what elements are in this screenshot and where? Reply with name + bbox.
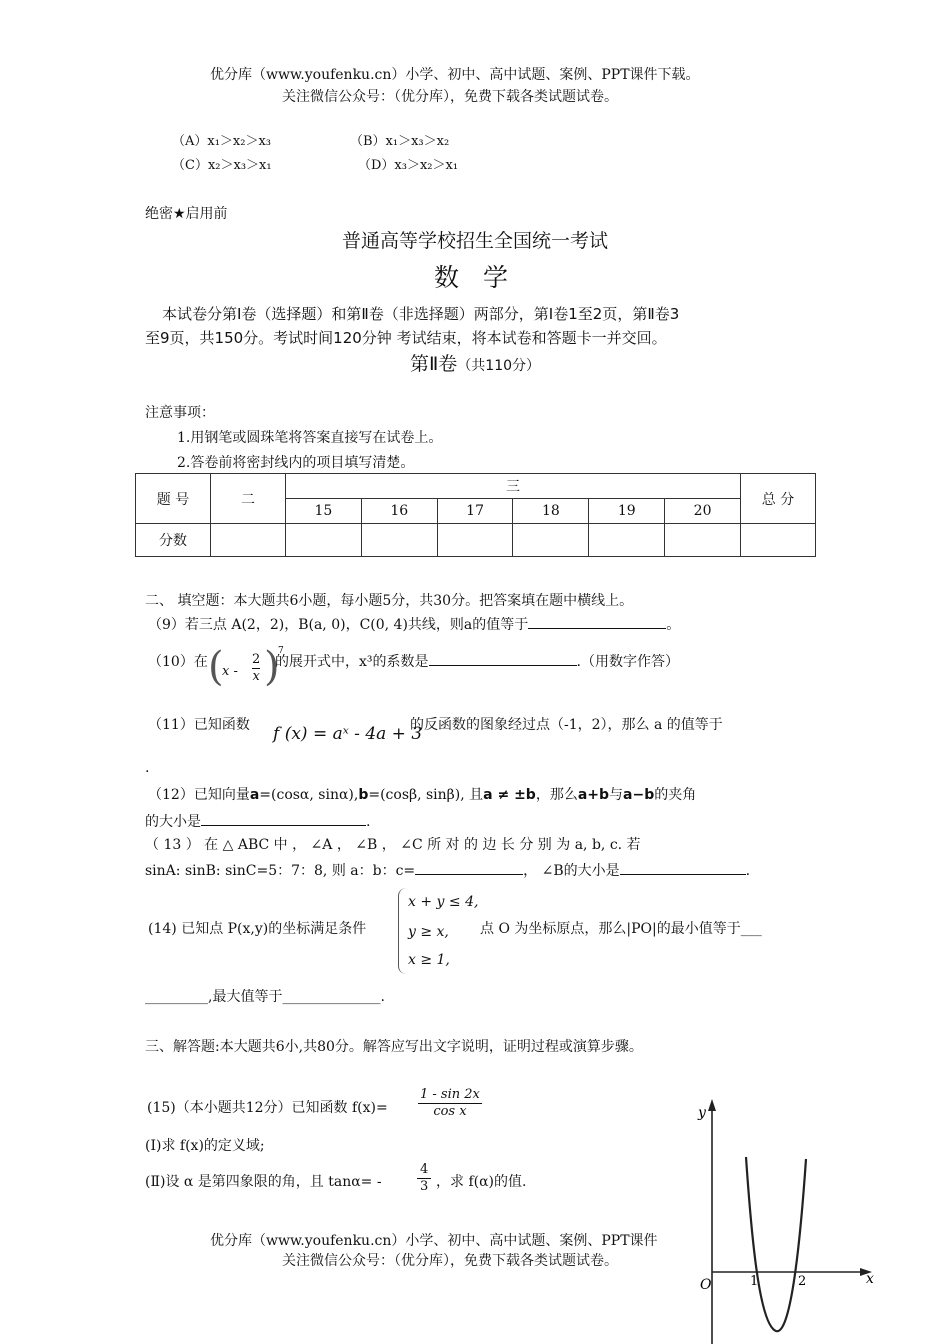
q13-end: .: [745, 863, 751, 879]
q10-right-paren: ): [264, 644, 280, 690]
q15-numerator: 1 - sin 2x: [420, 1087, 480, 1102]
q12-answer-blank[interactable]: [201, 811, 366, 826]
part2-score: （共110分）: [457, 358, 541, 374]
header-section-three: 三: [286, 474, 741, 499]
q15-part-1: (Ⅰ)求 f(x)的定义域;: [145, 1138, 265, 1154]
q10-den: x: [252, 669, 260, 684]
section3-heading: 三、解答题:本大题共6小,共80分。解答应写出文字说明，证明过程或演算步骤。: [145, 1039, 643, 1055]
cell-score-19[interactable]: [589, 524, 665, 557]
q13-ratio-blank[interactable]: [415, 860, 523, 875]
q9-text: （9）若三点 A(2，2)，B(a, 0)，C(0, 4)共线，则a的值等于: [148, 617, 529, 633]
q12-size: 的大小是: [145, 814, 201, 830]
q10: [275, 651, 679, 671]
cell-score-15[interactable]: [286, 524, 362, 557]
q12-line-1: [148, 784, 696, 804]
q10-left-paren: (: [208, 644, 224, 690]
q12-vec-a-def: =(cosα, sinα),: [259, 787, 359, 803]
cell-score-17[interactable]: [437, 524, 513, 557]
q15-part-2-num: 4: [417, 1162, 431, 1179]
function-graph: [690, 1095, 890, 1344]
q14-suffix: 点 O 为坐标原点，那么|PO|的最小值等于___: [480, 921, 762, 937]
q12-vec-b-def: =(cosβ, sinβ), 且: [368, 787, 484, 803]
score-table: [135, 473, 816, 557]
parabola-curve: [746, 1157, 806, 1331]
q11-prefix: （11）已知函数: [148, 717, 250, 733]
part2-title: [0, 349, 950, 376]
q13-angle-blank[interactable]: [620, 860, 746, 875]
q14-prefix: (14) 已知点 P(x,y)的坐标满足条件: [148, 921, 367, 937]
exam-title: 普通高等学校招生全国统一考试: [341, 230, 608, 252]
cell-score-16[interactable]: [361, 524, 437, 557]
q14-line-2: _________,最大值等于______________.: [145, 989, 385, 1005]
q10-num: 2: [252, 652, 261, 667]
subject-title: 数 学: [434, 263, 516, 292]
q10-prefix: （10）在: [148, 654, 208, 670]
intro-line-2: 至9页，共150分。考试时间120分钟 考试结束，将本试卷和答题卡一并交回。: [145, 329, 667, 347]
header-question-number: 题 号: [136, 474, 211, 524]
header-line-1: 优分库（www.youfenku.cn）小学、初中、高中试题、案例、PPT课件下载。: [210, 67, 700, 83]
q11-formula: f (x) = aˣ - 4a + 3: [273, 724, 423, 744]
col-16: 16: [361, 499, 437, 524]
header-total: 总 分: [741, 474, 816, 524]
section2-heading: 二、 填空题：本大题共6小题，每小题5分，共30分。把答案填在题中横线上。: [145, 593, 634, 609]
option-c: （C）x₂＞x₃＞x₁: [172, 158, 272, 173]
q10-mid: 的展开式中，x³的系数是: [275, 654, 429, 670]
cell-score-total[interactable]: [741, 524, 816, 557]
q15-part-2-den: 3: [420, 1179, 429, 1194]
q13-ratio: sinA: sinB: sinC=5：7：8, 则 a：b：c=: [145, 863, 416, 879]
part2-label: 第Ⅱ卷: [409, 353, 458, 375]
notice-title: 注意事项：: [145, 405, 215, 421]
notice-item-2: 2.答卷前将密封线内的项目填写清楚。: [177, 455, 415, 471]
q12-a-plus-b: a+b: [577, 787, 610, 803]
q9-end: 。: [666, 617, 681, 633]
col-20: 20: [665, 499, 741, 524]
q9-answer-blank[interactable]: [528, 614, 666, 629]
secret-mark: 绝密★启用前: [145, 206, 228, 222]
q12-vec-a: a: [249, 787, 260, 803]
cell-score-two[interactable]: [211, 524, 286, 557]
q10-exponent: 7: [278, 646, 284, 656]
q13-line-1: （ 13 ） 在 △ ABC 中 ， ∠A ， ∠B ， ∠C 所 对 的 边 长 分 别 为 a, b, c. 若: [145, 837, 641, 853]
q12-line-2: [145, 811, 370, 831]
q12-a-minus-b: a−b: [623, 787, 655, 803]
q12-then: ，那么: [535, 787, 578, 803]
q13-line-2: [145, 860, 750, 880]
q15-prefix: (15)（本小题共12分）已知函数 f(x)=: [147, 1100, 388, 1116]
header-line-2: 关注微信公众号：（优分库），免费下载各类试题试卷。: [282, 89, 618, 105]
q12-end: .: [366, 814, 371, 830]
header-section-two: 二: [211, 474, 286, 524]
q15-denominator: cos x: [433, 1104, 467, 1119]
cell-score-18[interactable]: [513, 524, 589, 557]
y-axis-label: y: [698, 1105, 706, 1121]
q15-part-2-prefix: (Ⅱ)设 α 是第四象限的角，且 tanα= -: [145, 1174, 382, 1190]
q13-angle: ， ∠B的大小是: [523, 863, 620, 879]
q10-answer-blank[interactable]: [429, 651, 577, 666]
q15-part-2-fraction: [417, 1162, 431, 1195]
cell-score-20[interactable]: [665, 524, 741, 557]
q14-condition-3: x ≥ 1,: [408, 952, 450, 968]
intro-line-1: 本试卷分第Ⅰ卷（选择题）和第Ⅱ卷（非选择题）两部分，第Ⅰ卷1至2页，第Ⅱ卷3: [162, 305, 680, 323]
q15-part-2-suffix: ，求 f(α)的值.: [436, 1174, 527, 1190]
footer-line-2: 关注微信公众号：（优分库），免费下载各类试题试卷。: [282, 1253, 618, 1269]
q10-x: x -: [222, 664, 238, 679]
q14-condition-1: x + y ≤ 4,: [408, 894, 479, 910]
tick-label-1: 1: [750, 1274, 759, 1289]
col-17: 17: [437, 499, 513, 524]
row-label-score: 分数: [136, 524, 211, 557]
q15-fraction: [418, 1087, 482, 1120]
q12-condition: a ≠ ±b: [483, 787, 536, 803]
q12-angle: 的夹角: [654, 787, 697, 803]
q11-suffix: 的反函数的图象经过点（-1，2），那么 a 的值等于: [410, 717, 723, 733]
col-18: 18: [513, 499, 589, 524]
option-a: （A）x₁＞x₂＞x₃: [172, 134, 272, 149]
q12-and: 与: [609, 787, 624, 803]
q12-vec-b: b: [358, 787, 369, 803]
q10-end: .（用数字作答）: [576, 654, 679, 670]
y-axis-arrow: [708, 1099, 716, 1111]
notice-item-1: 1.用钢笔或圆珠笔将答案直接写在试卷上。: [177, 430, 443, 446]
footer-line-1: 优分库（www.youfenku.cn）小学、初中、高中试题、案例、PPT课件: [210, 1233, 658, 1249]
option-b: （B）x₁＞x₃＞x₂: [350, 134, 450, 149]
q11-dot: .: [145, 760, 150, 776]
q9: [148, 614, 680, 634]
q12-prefix: （12）已知向量: [148, 787, 250, 803]
tick-label-2: 2: [798, 1274, 807, 1289]
col-15: 15: [286, 499, 362, 524]
x-axis-label: x: [866, 1271, 874, 1287]
q14-condition-2: y ≥ x,: [408, 924, 449, 940]
col-19: 19: [589, 499, 665, 524]
option-d: （D）x₃＞x₂＞x₁: [358, 158, 459, 173]
origin-label: O: [700, 1277, 712, 1293]
q10-fraction: [252, 652, 260, 685]
